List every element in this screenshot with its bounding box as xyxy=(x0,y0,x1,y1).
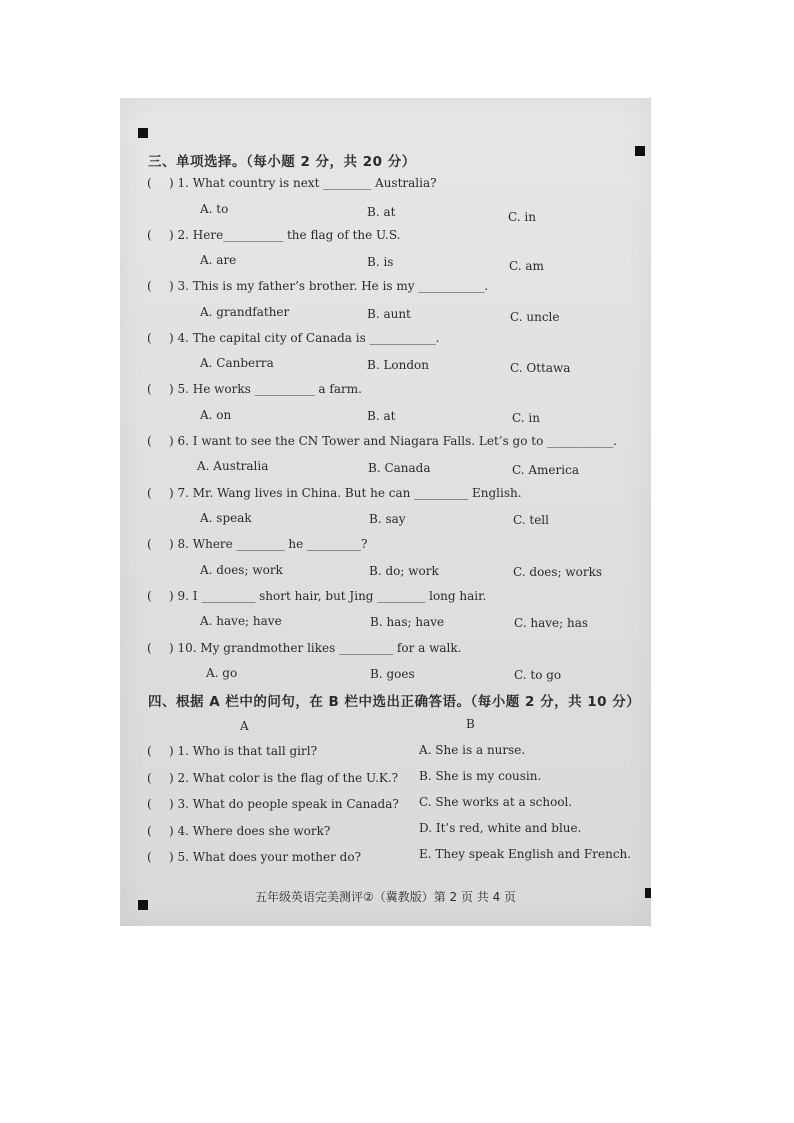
match-question-4 xyxy=(147,824,330,838)
option-b: B. say xyxy=(369,512,406,526)
option-b: B. do; work xyxy=(369,564,439,578)
answer-blank[interactable]: ( xyxy=(147,279,152,293)
option-a: A. Australia xyxy=(197,459,269,473)
option-c: C. does; works xyxy=(513,565,603,579)
question-text: ) 2. What color is the flag of the U.K.? xyxy=(169,771,399,785)
question-1 xyxy=(147,176,437,190)
column-b-header: B xyxy=(466,717,475,731)
option-a: A. have; have xyxy=(200,614,282,628)
question-text: ) 2. Here__________ the flag of the U.S. xyxy=(169,228,401,242)
answer-blank[interactable]: ( xyxy=(147,797,152,811)
page-footer: 五年级英语完美测评②（冀教版）第 2 页 共 4 页 xyxy=(254,890,517,904)
option-c: C. America xyxy=(512,463,579,477)
answer-blank[interactable]: ( xyxy=(147,824,152,838)
answer-blank[interactable]: ( xyxy=(147,176,152,190)
option-c: C. Ottawa xyxy=(510,361,571,375)
answer-blank[interactable]: ( xyxy=(147,589,152,603)
match-answer-b: B. She is my cousin. xyxy=(419,769,542,783)
option-a: A. grandfather xyxy=(200,305,290,319)
question-7 xyxy=(147,486,522,500)
option-c: C. am xyxy=(509,259,544,273)
option-a: A. speak xyxy=(200,511,252,525)
question-text: ) 4. The capital city of Canada is ___________. xyxy=(169,331,440,345)
question-text: ) 6. I want to see the CN Tower and Niagara Falls. Let’s go to ___________. xyxy=(169,434,617,448)
answer-blank[interactable]: ( xyxy=(147,744,152,758)
answer-blank[interactable]: ( xyxy=(147,771,152,785)
answer-blank[interactable]: ( xyxy=(147,228,152,242)
option-a: A. go xyxy=(206,666,238,680)
question-6 xyxy=(147,434,617,448)
registration-mark-top-right xyxy=(635,146,645,156)
question-2 xyxy=(147,228,400,242)
question-9 xyxy=(147,589,486,603)
question-text: ) 5. He works __________ a farm. xyxy=(169,382,362,396)
answer-blank[interactable]: ( xyxy=(147,486,152,500)
question-text: ) 3. This is my father’s brother. He is my ___________. xyxy=(169,279,489,293)
answer-blank[interactable]: ( xyxy=(147,434,152,448)
answer-blank[interactable]: ( xyxy=(147,537,152,551)
option-a: A. to xyxy=(200,202,229,216)
option-b: B. has; have xyxy=(370,615,445,629)
match-question-1 xyxy=(147,744,317,758)
option-c: C. uncle xyxy=(510,310,560,324)
option-a: A. Canberra xyxy=(200,356,274,370)
section-4-title: 四、根据 A 栏中的问句，在 B 栏中选出正确答语。（每小题 2 分，共 10 分） xyxy=(148,694,641,710)
question-text: ) 1. Who is that tall girl? xyxy=(169,744,318,758)
answer-blank[interactable]: ( xyxy=(147,331,152,345)
match-answer-d: D. It’s red, white and blue. xyxy=(419,821,582,835)
match-answer-c: C. She works at a school. xyxy=(419,795,573,809)
question-5 xyxy=(147,382,362,396)
exam-page xyxy=(120,98,651,926)
column-a-header: A xyxy=(240,719,249,733)
option-b: B. aunt xyxy=(367,307,411,321)
section-3-title: 三、单项选择。（每小题 2 分，共 20 分） xyxy=(148,154,416,170)
option-a: A. are xyxy=(200,253,237,267)
match-question-2 xyxy=(147,771,398,785)
option-a: A. does; work xyxy=(200,563,283,577)
answer-blank[interactable]: ( xyxy=(147,850,152,864)
question-text: ) 4. Where does she work? xyxy=(169,824,331,838)
option-c: C. have; has xyxy=(514,616,589,630)
answer-blank[interactable]: ( xyxy=(147,382,152,396)
match-answer-a: A. She is a nurse. xyxy=(419,743,526,757)
option-c: C. tell xyxy=(513,513,549,527)
question-3 xyxy=(147,279,488,293)
option-b: B. London xyxy=(367,358,430,372)
option-c: C. to go xyxy=(514,668,562,682)
question-text: ) 7. Mr. Wang lives in China. But he can _________ English. xyxy=(169,486,522,500)
option-c: C. in xyxy=(512,411,540,425)
answer-blank[interactable]: ( xyxy=(147,641,152,655)
question-text: ) 1. What country is next ________ Australia? xyxy=(169,176,437,190)
question-text: ) 3. What do people speak in Canada? xyxy=(169,797,399,811)
option-b: B. at xyxy=(367,409,396,423)
match-answer-e: E. They speak English and French. xyxy=(419,847,632,861)
option-a: A. on xyxy=(200,408,232,422)
question-text: ) 9. I _________ short hair, but Jing ________ long hair. xyxy=(169,589,487,603)
question-text: ) 10. My grandmother likes _________ for a walk. xyxy=(169,641,462,655)
question-text: ) 5. What does your mother do? xyxy=(169,850,362,864)
question-4 xyxy=(147,331,439,345)
option-b: B. at xyxy=(367,205,396,219)
match-question-5 xyxy=(147,850,361,864)
option-b: B. is xyxy=(367,255,394,269)
option-b: B. Canada xyxy=(368,461,431,475)
match-question-3 xyxy=(147,797,399,811)
option-c: C. in xyxy=(508,210,536,224)
registration-mark-top-left xyxy=(138,128,148,138)
option-b: B. goes xyxy=(370,667,415,681)
question-8 xyxy=(147,537,367,551)
question-text: ) 8. Where ________ he _________? xyxy=(169,537,368,551)
question-10 xyxy=(147,641,461,655)
